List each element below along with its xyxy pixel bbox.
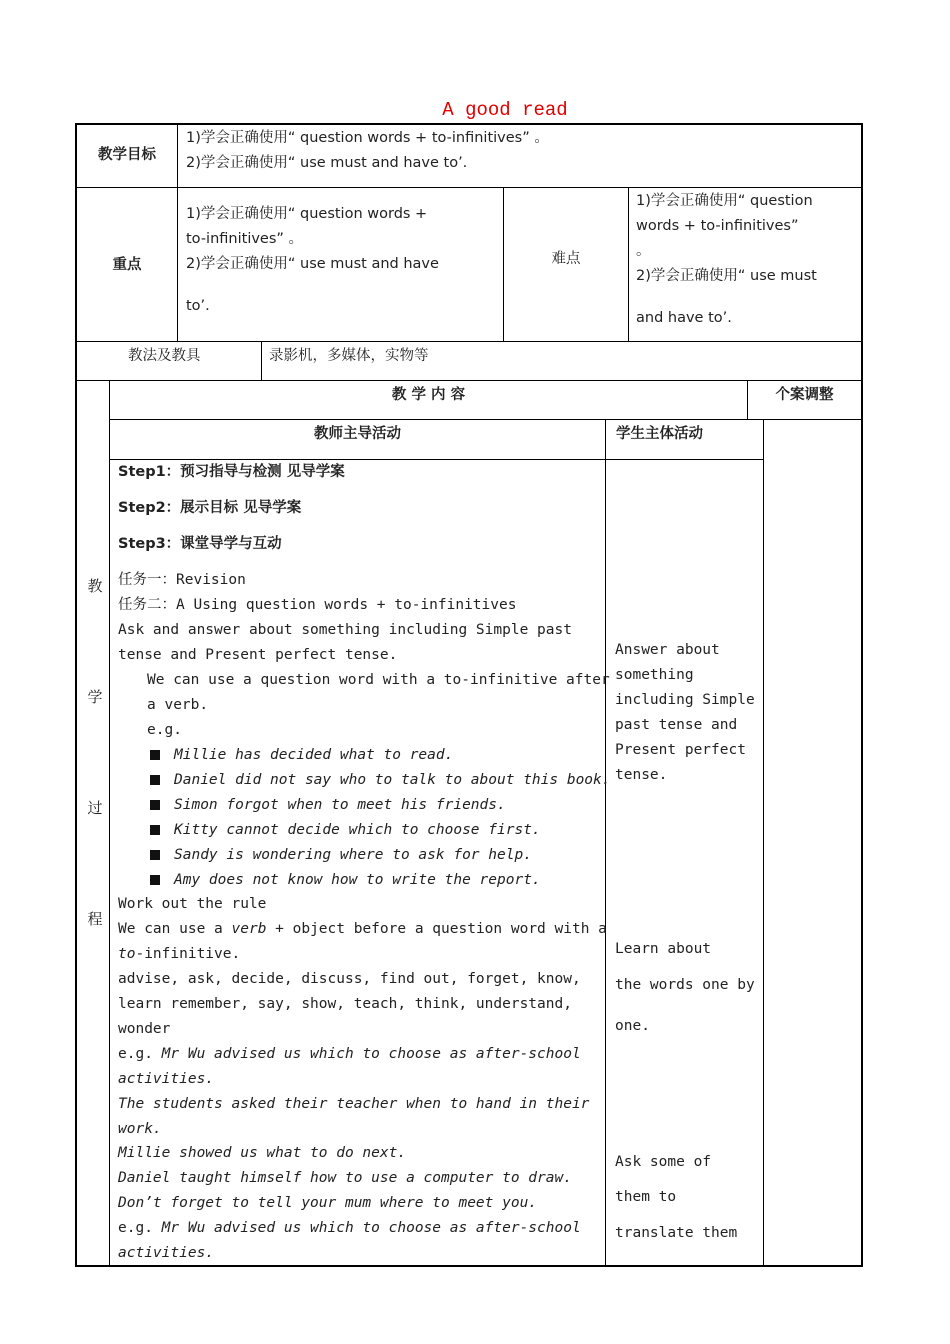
eg3-line-2: activities. (118, 1245, 215, 1261)
student-header: 学生主体活动 (616, 426, 703, 442)
rule-verb: verb (231, 921, 267, 937)
ask-line-2: tense and Present perfect tense. (118, 647, 398, 663)
objective-line-2: 2)学会正确使用“ use must and have to’. (186, 155, 468, 171)
eg-label: e.g. (147, 722, 182, 738)
example-text: Amy does not know how to write the report. (174, 872, 541, 888)
example-text: Simon forgot when to meet his friends. (174, 797, 506, 813)
process-label-char-1: 教 (87, 577, 103, 595)
student-a5: Present perfect (615, 742, 746, 758)
example-item (150, 743, 453, 768)
rule-text: + object before a question word with a (275, 921, 607, 937)
ask-line-1: Ask and answer about something including Simple past (118, 622, 572, 638)
bullet-icon (150, 800, 160, 810)
rule-line-1 (118, 917, 607, 942)
document-title: A good read (442, 99, 568, 121)
example-text: Millie has decided what to read. (174, 747, 454, 763)
key-point-line-3: 2)学会正确使用“ use must and have (186, 256, 439, 272)
verbs-line-1: advise, ask, decide, discuss, find out, forget, know, (118, 971, 581, 987)
task-1: 任务一：Revision (118, 572, 246, 588)
eg-text: Mr Wu advised us which to choose as after-school (161, 1046, 581, 1062)
rule-text: -infinitive. (135, 946, 241, 962)
student-b1: Learn about (615, 941, 712, 957)
example-item (150, 793, 506, 818)
eg2-line-1 (118, 1042, 581, 1067)
objectives-label: 教学目标 (98, 147, 156, 163)
process-label-char-2: 学 (87, 688, 103, 706)
sentence-2: Millie showed us what to do next. (118, 1145, 407, 1161)
step-1: Step1：预习指导与检测 见导学案 (118, 464, 345, 480)
example-text: Sandy is wondering where to ask for help. (174, 847, 532, 863)
sentence-3: Daniel taught himself how to use a computer to draw. (118, 1170, 572, 1186)
student-b2: the words one by (615, 977, 755, 993)
methods-value: 录影机，多媒体，实物等 (269, 348, 429, 364)
key-points-label: 重点 (112, 257, 142, 273)
difficulty-line-3: 。 (636, 243, 651, 259)
eg-text: Mr Wu advised us which to choose as after-school (161, 1220, 581, 1236)
example-text: Daniel did not say who to talk to about this book. (174, 772, 611, 788)
eg3-line-1 (118, 1216, 581, 1241)
student-b3: one. (615, 1018, 650, 1034)
key-point-line-4: to’. (186, 298, 210, 314)
verbs-line-2: learn remember, say, show, teach, think, understand, (118, 996, 572, 1012)
eg-label: e.g. (118, 1046, 153, 1062)
bullet-icon (150, 750, 160, 760)
student-a4: past tense and (615, 717, 738, 733)
eg-label: e.g. (118, 1220, 153, 1236)
key-point-line-2: to-infinitives” 。 (186, 231, 304, 247)
example-text: Kitty cannot decide which to choose first. (174, 822, 541, 838)
bullet-icon (150, 850, 160, 860)
sentence-1b: work. (118, 1121, 162, 1137)
process-label-char-4: 程 (87, 910, 103, 928)
example-item (150, 768, 611, 793)
step-2: Step2：展示目标 见导学案 (118, 500, 302, 516)
we-line-2: a verb. (147, 697, 209, 713)
objective-line-1: 1)学会正确使用“ question words + to-infinitives” 。 (186, 130, 549, 146)
student-a3: including Simple (615, 692, 755, 708)
student-c3: translate them (615, 1225, 738, 1241)
bullet-icon (150, 775, 160, 785)
teacher-header: 教师主导活动 (314, 426, 401, 442)
adjust-header: 个案调整 (775, 387, 834, 403)
rule-to: to (118, 946, 136, 962)
rule-line-2 (118, 942, 240, 967)
rule-title: Work out the rule (118, 896, 267, 912)
difficulty-line-1: 1)学会正确使用“ question (636, 193, 813, 209)
student-a1: Answer about (615, 642, 720, 658)
student-c1: Ask some of (615, 1154, 712, 1170)
content-header: 教 学 内 容 (391, 387, 466, 403)
example-item (150, 843, 532, 868)
difficulties-label: 难点 (551, 251, 581, 267)
bullet-icon (150, 825, 160, 835)
step-3: Step3：课堂导学与互动 (118, 536, 282, 552)
difficulty-line-4: 2)学会正确使用“ use must (636, 268, 817, 284)
sentence-4: Don’t forget to tell your mum where to meet you. (118, 1195, 538, 1211)
process-label-char-3: 过 (87, 799, 103, 817)
key-point-line-1: 1)学会正确使用“ question words + (186, 206, 428, 222)
rule-text: We can use a (118, 921, 223, 937)
student-c2: them to (615, 1189, 677, 1205)
task-2: 任务二：A Using question words + to-infinitives (118, 597, 517, 613)
student-a6: tense. (615, 767, 668, 783)
methods-label: 教法及教具 (128, 348, 201, 364)
student-a2: something (615, 667, 694, 683)
difficulty-line-2: words + to-infinitives” (636, 218, 799, 234)
bullet-icon (150, 875, 160, 885)
difficulty-line-5: and have to’. (636, 310, 732, 326)
eg2-line-2: activities. (118, 1071, 215, 1087)
we-line-1: We can use a question word with a to-infinitive after (147, 672, 610, 688)
sentence-1a: The students asked their teacher when to hand in their (118, 1096, 590, 1112)
example-item (150, 868, 541, 893)
example-item (150, 818, 541, 843)
verbs-line-3: wonder (118, 1021, 171, 1037)
